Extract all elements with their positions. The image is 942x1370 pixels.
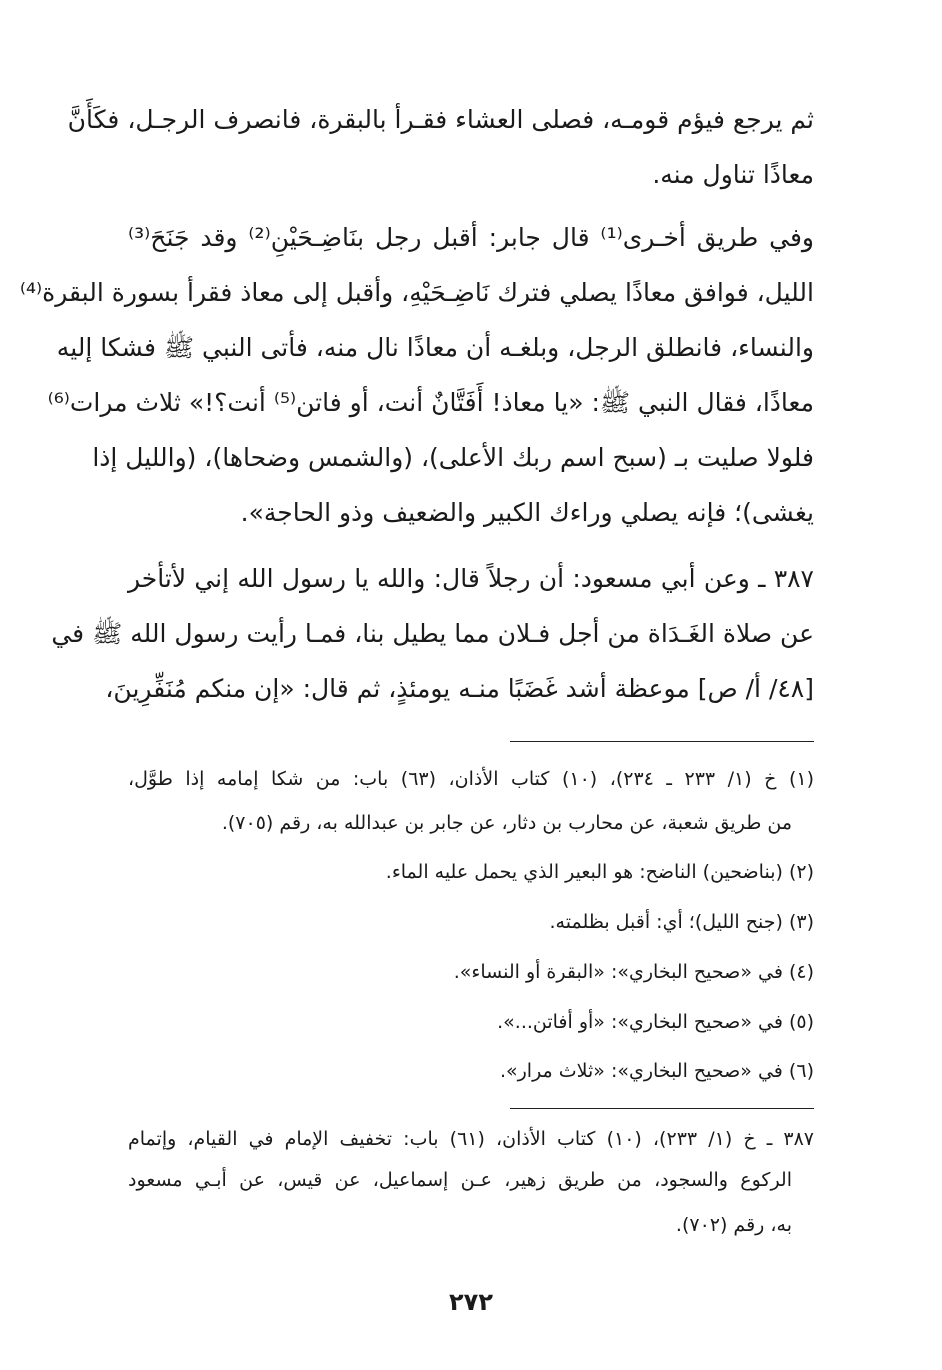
footnote-line: (٢) (بناضحين) الناضح: هو البعير الذي يحمل عليه الماء. <box>385 861 814 883</box>
footnote-line: من طريق شعبة، عن محارب بن دثار، عن جابر بن عبدالله به، رقم (٧٠٥). <box>221 812 792 834</box>
main-text-line: [٤٨/ أ/ ص] موعظة أشد غَضَبًا منـه يومئذٍ، ثم قال: «إن منكم مُنَفِّرِينَ، <box>105 674 814 703</box>
main-text-line: معاذًا تناول منه. <box>652 160 814 189</box>
main-text-line: عن صلاة الغَـدَاة من أجل فـلان مما يطيل بنا، فمـا رأيت رسول الله ﷺ في <box>51 619 814 648</box>
takhrij-line: الركوع والسجود، من طريق زهير، عـن إسماعيل، عن قيس، عن أبـي مسعود <box>128 1169 792 1191</box>
takhrij-line: به، رقم (٧٠٢). <box>675 1214 792 1236</box>
takhrij-separator <box>510 1108 814 1109</box>
main-text-line: ثم يرجع فيؤم قومـه، فصلى العشاء فقـرأ بالبقرة، فانصرف الرجـل، فكَأَنَّ <box>67 105 814 134</box>
page-number: ٢٧٢ <box>449 1288 493 1316</box>
main-text-line: معاذًا، فقال النبي ﷺ: «يا معاذ! أَفَتَّانٌ أنت، أو فاتن⁽⁵⁾ أنت؟!» ثلاث مرات⁽⁶⁾ <box>47 388 814 417</box>
footnote-line: (١) خ (١/ ٢٣٣ ـ ٢٣٤)، (١٠) كتاب الأذان، (٦٣) باب: من شكا إمامه إذا طوَّل، <box>128 768 815 790</box>
main-text-line: يغشى)؛ فإنه يصلي وراءك الكبير والضعيف وذو الحاجة». <box>240 498 814 527</box>
main-text-line: الليل، فوافق معاذًا يصلي فترك نَاضِـحَيْهِ، وأقبل إلى معاذ فقرأ بسورة البقرة⁽⁴⁾ <box>19 278 814 307</box>
main-text-line: وفي طريق أخـرى⁽¹⁾ قال جابر: أقبل رجل بنَاضِـحَيْنِ⁽²⁾ وقد جَنَحَ⁽³⁾ <box>128 223 814 252</box>
takhrij-line: ٣٨٧ ـ خ (١/ ٢٣٣)، (١٠) كتاب الأذان، (٦١) باب: تخفيف الإمام في القيام، وإتمام <box>128 1128 814 1150</box>
main-text-line: والنساء، فانطلق الرجل، وبلغـه أن معاذًا نال منه، فأتى النبي ﷺ فشكا إليه <box>56 333 814 362</box>
main-text-line: ٣٨٧ ـ وعن أبي مسعود: أن رجلاً قال: والله يا رسول الله إني لأتأخر <box>128 564 814 593</box>
footnote-line: (٥) في «صحيح البخاري»: «أو أفاتن...». <box>497 1011 814 1033</box>
main-text-line: فلولا صليت بـ (سبح اسم ربك الأعلى)، (والشمس وضحاها)، (والليل إذا <box>92 443 814 472</box>
footnote-line: (٤) في «صحيح البخاري»: «البقرة أو النساء». <box>453 961 814 983</box>
footnote-line: (٦) في «صحيح البخاري»: «ثلاث مرار». <box>499 1060 814 1082</box>
footnote-separator <box>510 741 814 742</box>
footnote-line: (٣) (جنح الليل)؛ أي: أقبل بظلمته. <box>549 911 814 933</box>
